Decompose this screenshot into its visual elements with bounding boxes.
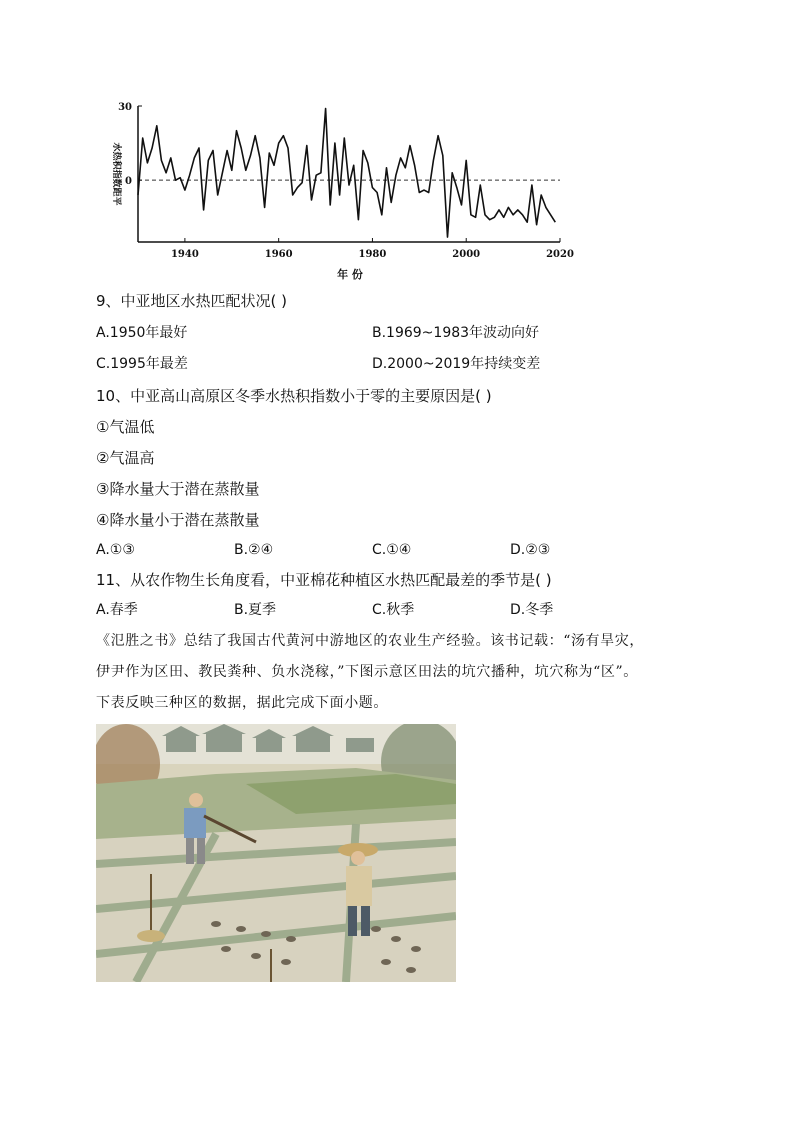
q10-option-a: A.①③ xyxy=(96,542,135,558)
q10-item-1: ①气温低 xyxy=(96,418,155,436)
passage-line-1: 《氾胜之书》总结了我国古代黄河中游地区的农业生产经验。该书记载：“汤有旱灾， xyxy=(96,633,644,649)
x-tick-label: 1960 xyxy=(264,249,293,260)
q9-option-b: B.1969~1983年波动向好 xyxy=(372,325,540,341)
q11-option-a: A.春季 xyxy=(96,602,138,618)
q9-option-c: C.1995年最差 xyxy=(96,356,188,372)
q9-option-a: A.1950年最好 xyxy=(96,325,188,341)
passage-line-3: 下表反映三种区的数据，据此完成下面小题。 xyxy=(96,695,388,711)
passage xyxy=(96,626,696,719)
question-11-stem: 11、从农作物生长角度看，中亚棉花种植区水热匹配最差的季节是( ) xyxy=(96,571,552,589)
x-tick-label: 1980 xyxy=(358,249,387,260)
question-9-stem: 9、中亚地区水热匹配状况( ) xyxy=(96,292,288,310)
x-tick-label: 1940 xyxy=(170,249,199,260)
y-tick-label: 30 xyxy=(118,102,132,113)
y-axis-label: 水热积指数距平 xyxy=(111,142,121,206)
y-tick-label: 0 xyxy=(125,176,132,188)
q10-item-3: ③降水量大于潜在蒸散量 xyxy=(96,480,260,498)
q11-option-b: B.夏季 xyxy=(234,602,277,618)
q10-option-d: D.②③ xyxy=(510,542,551,558)
q10-item-2: ②气温高 xyxy=(96,449,155,467)
pit-sowing-illustration xyxy=(96,724,456,982)
x-tick-label: 2000 xyxy=(452,249,481,260)
q9-option-d: D.2000~2019年持续变差 xyxy=(372,356,541,372)
index-anomaly-chart xyxy=(100,96,580,286)
q11-option-d: D.冬季 xyxy=(510,602,554,618)
x-tick-label: 2020 xyxy=(546,249,574,260)
q11-option-c: C.秋季 xyxy=(372,602,415,618)
passage-line-2: 伊尹作为区田、教民粪种、负水浇稼，”下图示意区田法的坑穴播种，坑穴称为“区”。 xyxy=(96,664,638,680)
q10-option-c: C.①④ xyxy=(372,542,412,558)
q10-item-4: ④降水量小于潜在蒸散量 xyxy=(96,511,260,529)
question-10-stem: 10、中亚高山高原区冬季水热积指数小于零的主要原因是( ) xyxy=(96,387,492,405)
x-axis-label: 年 份 xyxy=(337,268,363,281)
q10-option-b: B.②④ xyxy=(234,542,274,558)
series-line xyxy=(138,109,555,238)
